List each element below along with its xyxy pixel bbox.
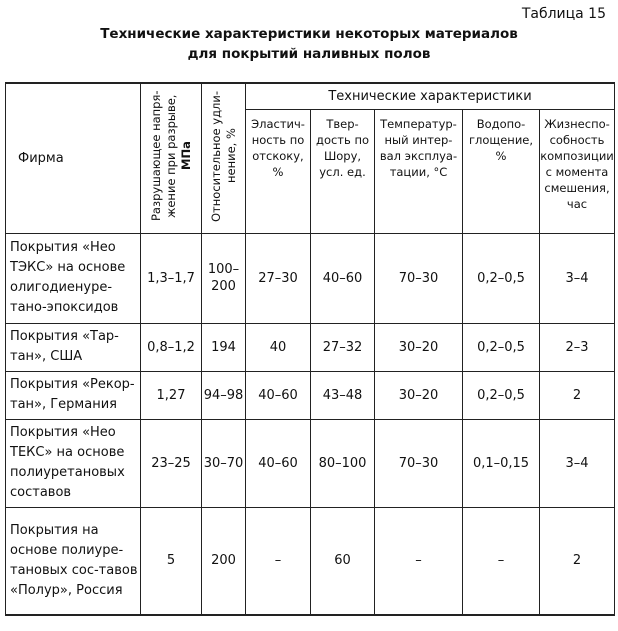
cell-hardness: 40–60 [311, 233, 375, 323]
cell-water: – [463, 507, 540, 615]
cell-pot-life: 2–3 [540, 323, 615, 371]
table-row [6, 233, 615, 323]
cell-water: 0,2–0,5 [463, 323, 540, 371]
cell-pot-life: 3–4 [540, 419, 615, 507]
cell-temp: 70–30 [375, 419, 463, 507]
materials-table [5, 82, 615, 616]
cell-elasticity: – [246, 507, 311, 615]
cell-firm: Покрытия «Тар-тан», США [6, 323, 141, 371]
cell-elasticity: 40 [246, 323, 311, 371]
cell-elasticity: 27–30 [246, 233, 311, 323]
cell-water: 0,2–0,5 [463, 233, 540, 323]
cell-elasticity: 40–60 [246, 371, 311, 419]
cell-tensile: 5 [141, 507, 202, 615]
header-elongation-text: Относительное удли-нение, % [208, 90, 238, 222]
cell-elongation: 30–70 [202, 419, 246, 507]
cell-firm: Покрытия «Рекор-тан», Германия [6, 371, 141, 419]
cell-tensile: 1,27 [141, 371, 202, 419]
header-group: Технические характеристики [246, 83, 615, 109]
cell-temp: 70–30 [375, 233, 463, 323]
header-elasticity: Эластич-ность по отскоку, % [246, 109, 311, 233]
cell-temp: 30–20 [375, 371, 463, 419]
cell-pot-life: 2 [540, 371, 615, 419]
cell-firm: Покрытия «Нео ТЭКС» на основе олигодиенуре-тано-эпоксидов [6, 233, 141, 323]
cell-hardness: 80–100 [311, 419, 375, 507]
header-elongation [202, 83, 246, 233]
header-tensile [141, 83, 202, 233]
table-row [6, 323, 615, 371]
table-row [6, 371, 615, 419]
cell-hardness: 27–32 [311, 323, 375, 371]
header-water: Водопо-глощение, % [463, 109, 540, 233]
header-tensile-text: Разрушающее напря-жение при разрыве, [148, 90, 178, 222]
title-line-1: Технические характеристики некоторых материалов [100, 26, 518, 42]
cell-pot-life: 3–4 [540, 233, 615, 323]
cell-water: 0,1–0,15 [463, 419, 540, 507]
header-tensile-unit: МПа [178, 141, 193, 171]
header-temp: Температур-ный интер-вал эксплуа-тации, °С [375, 109, 463, 233]
cell-firm: Покрытия на основе полиуре-тановых сос-тавов «Полур», Россия [6, 507, 141, 615]
header-pot-life: Жизнеспо-собность композиции с момента смешения, час [540, 109, 615, 233]
cell-elongation: 200 [202, 507, 246, 615]
title-line-2: для покрытий наливных полов [187, 46, 431, 62]
cell-firm: Покрытия «Нео ТЕКС» на основе полиуретановых составов [6, 419, 141, 507]
cell-elongation: 100–200 [202, 233, 246, 323]
header-hardness: Твер-дость по Шору, усл. ед. [311, 109, 375, 233]
table-number: Таблица 15 [521, 6, 606, 22]
cell-temp: – [375, 507, 463, 615]
table-row [6, 507, 615, 615]
cell-tensile: 0,8–1,2 [141, 323, 202, 371]
cell-hardness: 60 [311, 507, 375, 615]
cell-temp: 30–20 [375, 323, 463, 371]
cell-tensile: 23–25 [141, 419, 202, 507]
cell-elasticity: 40–60 [246, 419, 311, 507]
table-row [6, 419, 615, 507]
cell-pot-life: 2 [540, 507, 615, 615]
cell-tensile: 1,3–1,7 [141, 233, 202, 323]
cell-elongation: 194 [202, 323, 246, 371]
cell-water: 0,2–0,5 [463, 371, 540, 419]
cell-elongation: 94–98 [202, 371, 246, 419]
cell-hardness: 43–48 [311, 371, 375, 419]
header-firm: Фирма [6, 83, 141, 233]
table-title [0, 24, 618, 64]
